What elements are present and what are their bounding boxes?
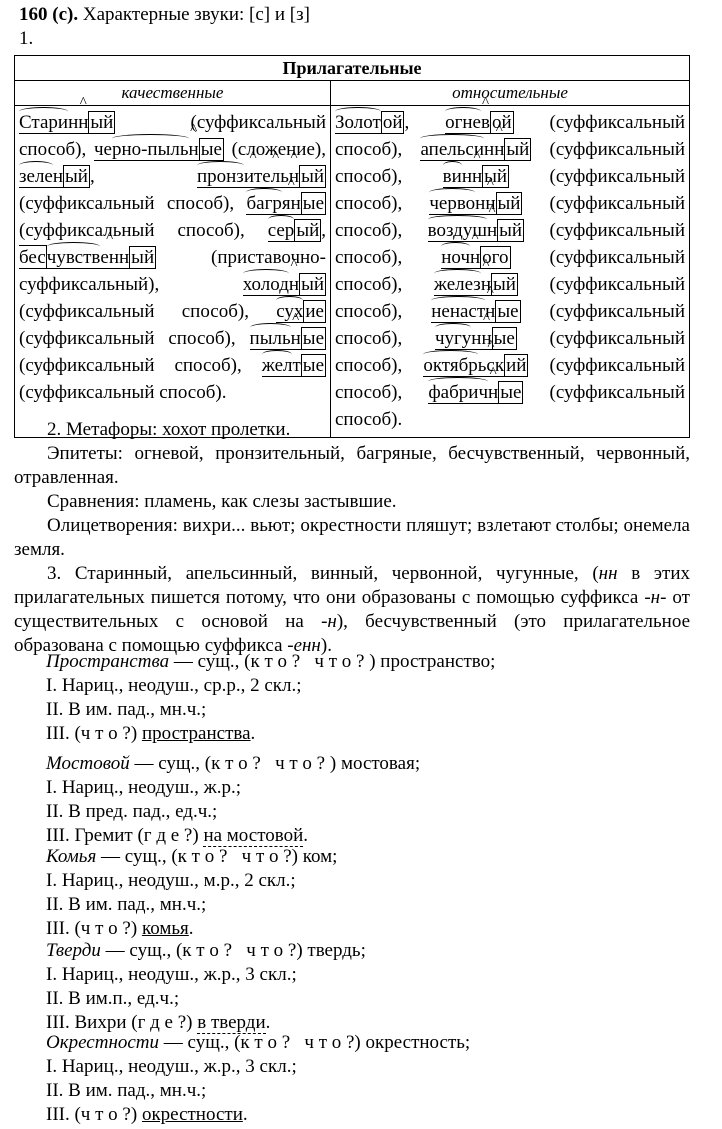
morph-word: вин^ н xyxy=(443,166,482,188)
morph-word: бесчувств^ енн xyxy=(19,247,129,269)
morph-word: зелен xyxy=(19,166,64,187)
analysis-okrestnosti: Окрестности — сущ., (к т о ? ч т о ?) окрестность; I. Нариц., неодуш., ж.р., 3 скл.; II. В им. пад., мн.ч.; III. (ч т о ?) окрестности. xyxy=(46,1032,471,1125)
exercise-number: 160 (с). xyxy=(19,4,79,25)
analysis-komya: Комья — сущ., (к т о ? ч т о ?) ком; I. Нариц., неодуш., м.р., 2 скл.; II. В им. пад., мн.ч.; III. (ч т о ?) комья. xyxy=(46,846,338,939)
morph-word: октябр^ ьск xyxy=(423,355,504,377)
morph-word: фабрич^ н xyxy=(428,382,498,404)
morph-word: Старин^ н xyxy=(19,112,88,134)
comparisons-line: Сравнения: пламень, как слезы застывшие. xyxy=(47,491,397,512)
morph-word: воздуш^ н xyxy=(428,220,497,242)
metaphors-line: 2. Метафоры: хохот пролетки. xyxy=(47,419,291,440)
morph-word: чугун^ н xyxy=(435,328,492,350)
morph-word: огне^ в xyxy=(445,112,490,134)
morph-word: сух xyxy=(276,301,304,322)
column-header-relative: относительные xyxy=(331,81,690,106)
morph-word: червон^ н xyxy=(429,193,495,215)
morph-word: ненаст^ н xyxy=(431,301,495,323)
morph-word: холод^ н xyxy=(243,274,299,296)
analysis-prostranstva: Пространства — сущ., (к т о ? ч т о ? ) пространство; I. Нариц., неодуш., ср.р., 2 скл.; II. В им. пад., мн.ч.; III. (ч т о ?) пространства. xyxy=(46,651,496,744)
qualitative-cell: Старин^ н ый (суффиксальный способ), черно-пыль^ н ые (сложение), зелен ый , пронз^ ит^ ель^ н ый (суффиксальный способ), багр^ ян ые (суффиксальный способ), сер ый , бесчувств^ енн ый (приставочно-суффиксальный), холод^ н ый (суффиксальный способ), сух ие (суффиксальный способ), пыль^ н ые (суффиксальный способ), желт ые (суффиксальный способ). xyxy=(15,106,331,438)
morph-word: желез^ н xyxy=(434,274,491,296)
morph-word: черно-пыль^ н xyxy=(94,139,199,161)
morph-word: пыль^ н xyxy=(250,328,301,350)
exercise-title xyxy=(19,3,310,27)
analysis-mostovoy: Мостовой — сущ., (к т о ? ч т о ? ) мостовая; I. Нариц., неодуш., ж.р.; II. В пред. пад., ед.ч.; III. Гремит (г д е ?) на мостовой. xyxy=(46,753,421,846)
epithets-paragraph: Эпитеты: огневой, пронзительный, багряные, бесчувственный, червонный, отравленная. xyxy=(14,443,690,488)
relative-cell: Золот ой , огне^ в ой (суффиксальный способ), апельсин^ н ый (суффиксальный способ), вин^ н ый (суффиксальный способ), червон^ н ый (суффиксальный способ), воздуш^ н ый (суффиксальный способ), ноч^ н ого (суффиксальный способ), желез^ н ый (суффиксальный способ), ненаст^ н ые (суффиксальный способ), чугун^ н ые (суффиксальный способ), октябр^ ьск ий (суффиксальный способ), фабрич^ н ые (суффиксальный способ). xyxy=(331,106,690,438)
analysis-tverdi: Тверди — сущ., (к т о ? ч т о ?) твердь; I. Нариц., неодуш., ж.р., 3 скл.; II. В им.п., ед.ч.; III. Вихри (г д е ?) в тверди. xyxy=(46,940,366,1033)
morph-word: пронз^ ит^ ель^ н xyxy=(197,166,299,188)
morph-word: апельсин^ н xyxy=(420,139,504,161)
adjectives-table xyxy=(14,55,690,438)
personifications-paragraph: Олицетворения: вихри... вьют; окрестности пляшут; взлетают столбы; онемела земля. xyxy=(14,515,690,560)
morph-word: сер xyxy=(267,220,295,241)
morph-word: Золот xyxy=(335,112,381,133)
exercise-topic: Характерные звуки: [с] и [з] xyxy=(82,4,310,25)
item-number-1: 1. xyxy=(19,28,34,49)
morph-word: багр^ ян xyxy=(246,193,300,215)
section3-paragraph: 3. Старинный, апельсинный, винный, червонной, чугунные, (нн в этих прилагательных пишется потому, что они образованы с помощью суффикса -н- от существительных с основой на -н), бесчувственный (это прилагательное образована с помощью суффикса -енн). xyxy=(14,563,691,656)
table-title: Прилагательные xyxy=(15,56,690,81)
morph-word: ноч^ н xyxy=(441,247,480,269)
column-header-qualitative: качественные xyxy=(15,81,331,106)
morph-word: желт xyxy=(261,355,301,376)
